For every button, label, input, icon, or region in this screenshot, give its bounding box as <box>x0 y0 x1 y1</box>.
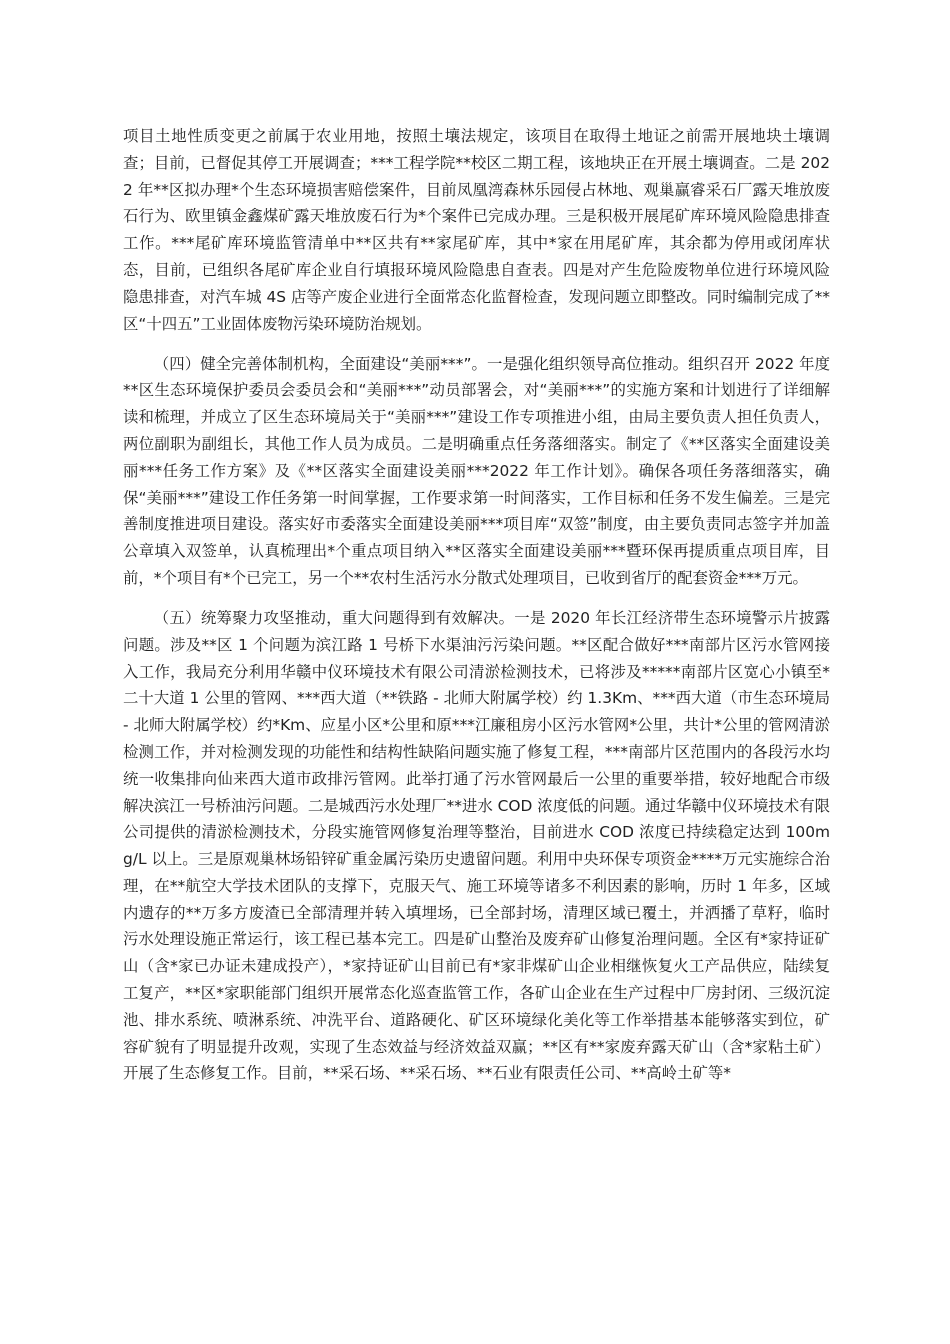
paragraph-continuation <box>123 123 830 337</box>
paragraph-section-five <box>123 605 830 1087</box>
section-heading: （四）健全完善体制机构，全面建设“美丽***”。 <box>153 354 487 373</box>
section-heading: （五）统筹聚力攻坚推动，重大问题得到有效解决。 <box>153 608 515 627</box>
paragraph-text: 一是 2020 年长江经济带生态环境警示片披露问题。涉及**区 1 个问题为滨江路 1 号桥下水渠油污污染问题。**区配合做好***南部片区污水管网接入工作，我局充分利用华赣中仪环境技术有限公司清淤检测技术，已将涉及*****南部片区宽心小镇至*二十大道 1 公里的管网、***西大道（**铁路 - 北师大附属学校）约 1.3Km、***西大道（市生态环境局 - 北师大附属学校）约*Km、应星小区*公里和原***江廉租房小区污水管网*公里，共计*公里的管网清淤检测工作，并对检测发现的功能性和结构性缺陷问题实施了修复工程，***南部片区范围内的各段污水均统一收集排向仙来西大道市政排污管网。此举打通了污水管网最后一公里的重要举措，较好地配合市级解决滨江一号桥油污问题。二是城西污水处理厂**进水 COD 浓度低的问题。通过华赣中仪环境技术有限公司提供的清淤检测技术，分段实施管网修复治理等整治，目前进水 COD 浓度已持续稳定达到 100mg/L 以上。三是原观巢林场铅锌矿重金属污染历史遗留问题。利用中央环保专项资金****万元实施综合治理，在**航空大学技术团队的支撑下，克服天气、施工环境等诸多不利因素的影响，历时 1 年多，区域内遗存的**万多方废渣已全部清理并转入填埋场，已全部封场，清理区域已覆土，并洒播了草籽，临时污水处理设施正常运行，该工程已基本完工。四是矿山整治及废弃矿山修复治理问题。全区有*家持证矿山（含*家已办证未建成投产），*家持证矿山目前已有*家非煤矿山企业相继恢复火工产品供应，陆续复工复产，**区*家职能部门组织开展常态化巡查监管工作，各矿山企业在生产过程中厂房封闭、三级沉淀池、排水系统、喷淋系统、冲洗平台、道路硬化、矿区环境绿化美化等工作举措基本能够落实到位，矿容矿貌有了明显提升改观，实现了生态效益与经济效益双赢；**区有**家废弃露天矿山（含*家粘土矿）开展了生态修复工作。目前，**采石场、**采石场、**石业有限责任公司、**高岭土矿等* <box>123 608 830 1083</box>
paragraph-text: 项目土地性质变更之前属于农业用地，按照土壤法规定，该项目在取得土地证之前需开展地块土壤调查；目前，已督促其停工开展调查；***工程学院**校区二期工程，该地块正在开展土壤调查。二是 2022 年**区拟办理*个生态环境损害赔偿案件，目前凤凰湾森林乐园侵占林地、观巢赢睿采石厂露天堆放废石行为、欧里镇金鑫煤矿露天堆放废石行为*个案件已完成办理。三是积极开展尾矿库环境风险隐患排查工作。***尾矿库环境监管清单中**区共有**家尾矿库，其中*家在用尾矿库，其余都为停用或闭库状态，目前，已组织各尾矿库企业自行填报环境风险隐患自查表。四是对产生危险废物单位进行环境风险隐患排查，对汽车城 4S 店等产废企业进行全面常态化监督检查，发现问题立即整改。同时编制完成了**区“十四五”工业固体废物污染环境防治规划。 <box>123 127 830 333</box>
document-page <box>123 123 830 1087</box>
paragraph-text: 一是强化组织领导高位推动。组织召开 2022 年度**区生态环境保护委员会委员会和“美丽***”动员部署会，对“美丽***”的实施方案和计划进行了详细解读和梳理，并成立了区生态环境局关于“美丽***”建设工作专项推进小组，由局主要负责人担任负责人，两位副职为副组长，其他工作人员为成员。二是明确重点任务落细落实。制定了《**区落实全面建设美丽***任务工作方案》及《**区落实全面建设美丽***2022 年工作计划》。确保各项任务落细落实，确保“美丽***”建设工作任务第一时间掌握，工作要求第一时间落实，工作目标和任务不发生偏差。三是完善制度推进项目建设。落实好市委落实全面建设美丽***项目库“双签”制度，由主要负责同志签字并加盖公章填入双签单，认真梳理出*个重点项目纳入**区落实全面建设美丽***暨环保再提质重点项目库，目前，*个项目有*个已完工，另一个**农村生活污水分散式处理项目，已收到省厅的配套资金***万元。 <box>123 354 830 587</box>
paragraph-section-four <box>123 351 830 592</box>
